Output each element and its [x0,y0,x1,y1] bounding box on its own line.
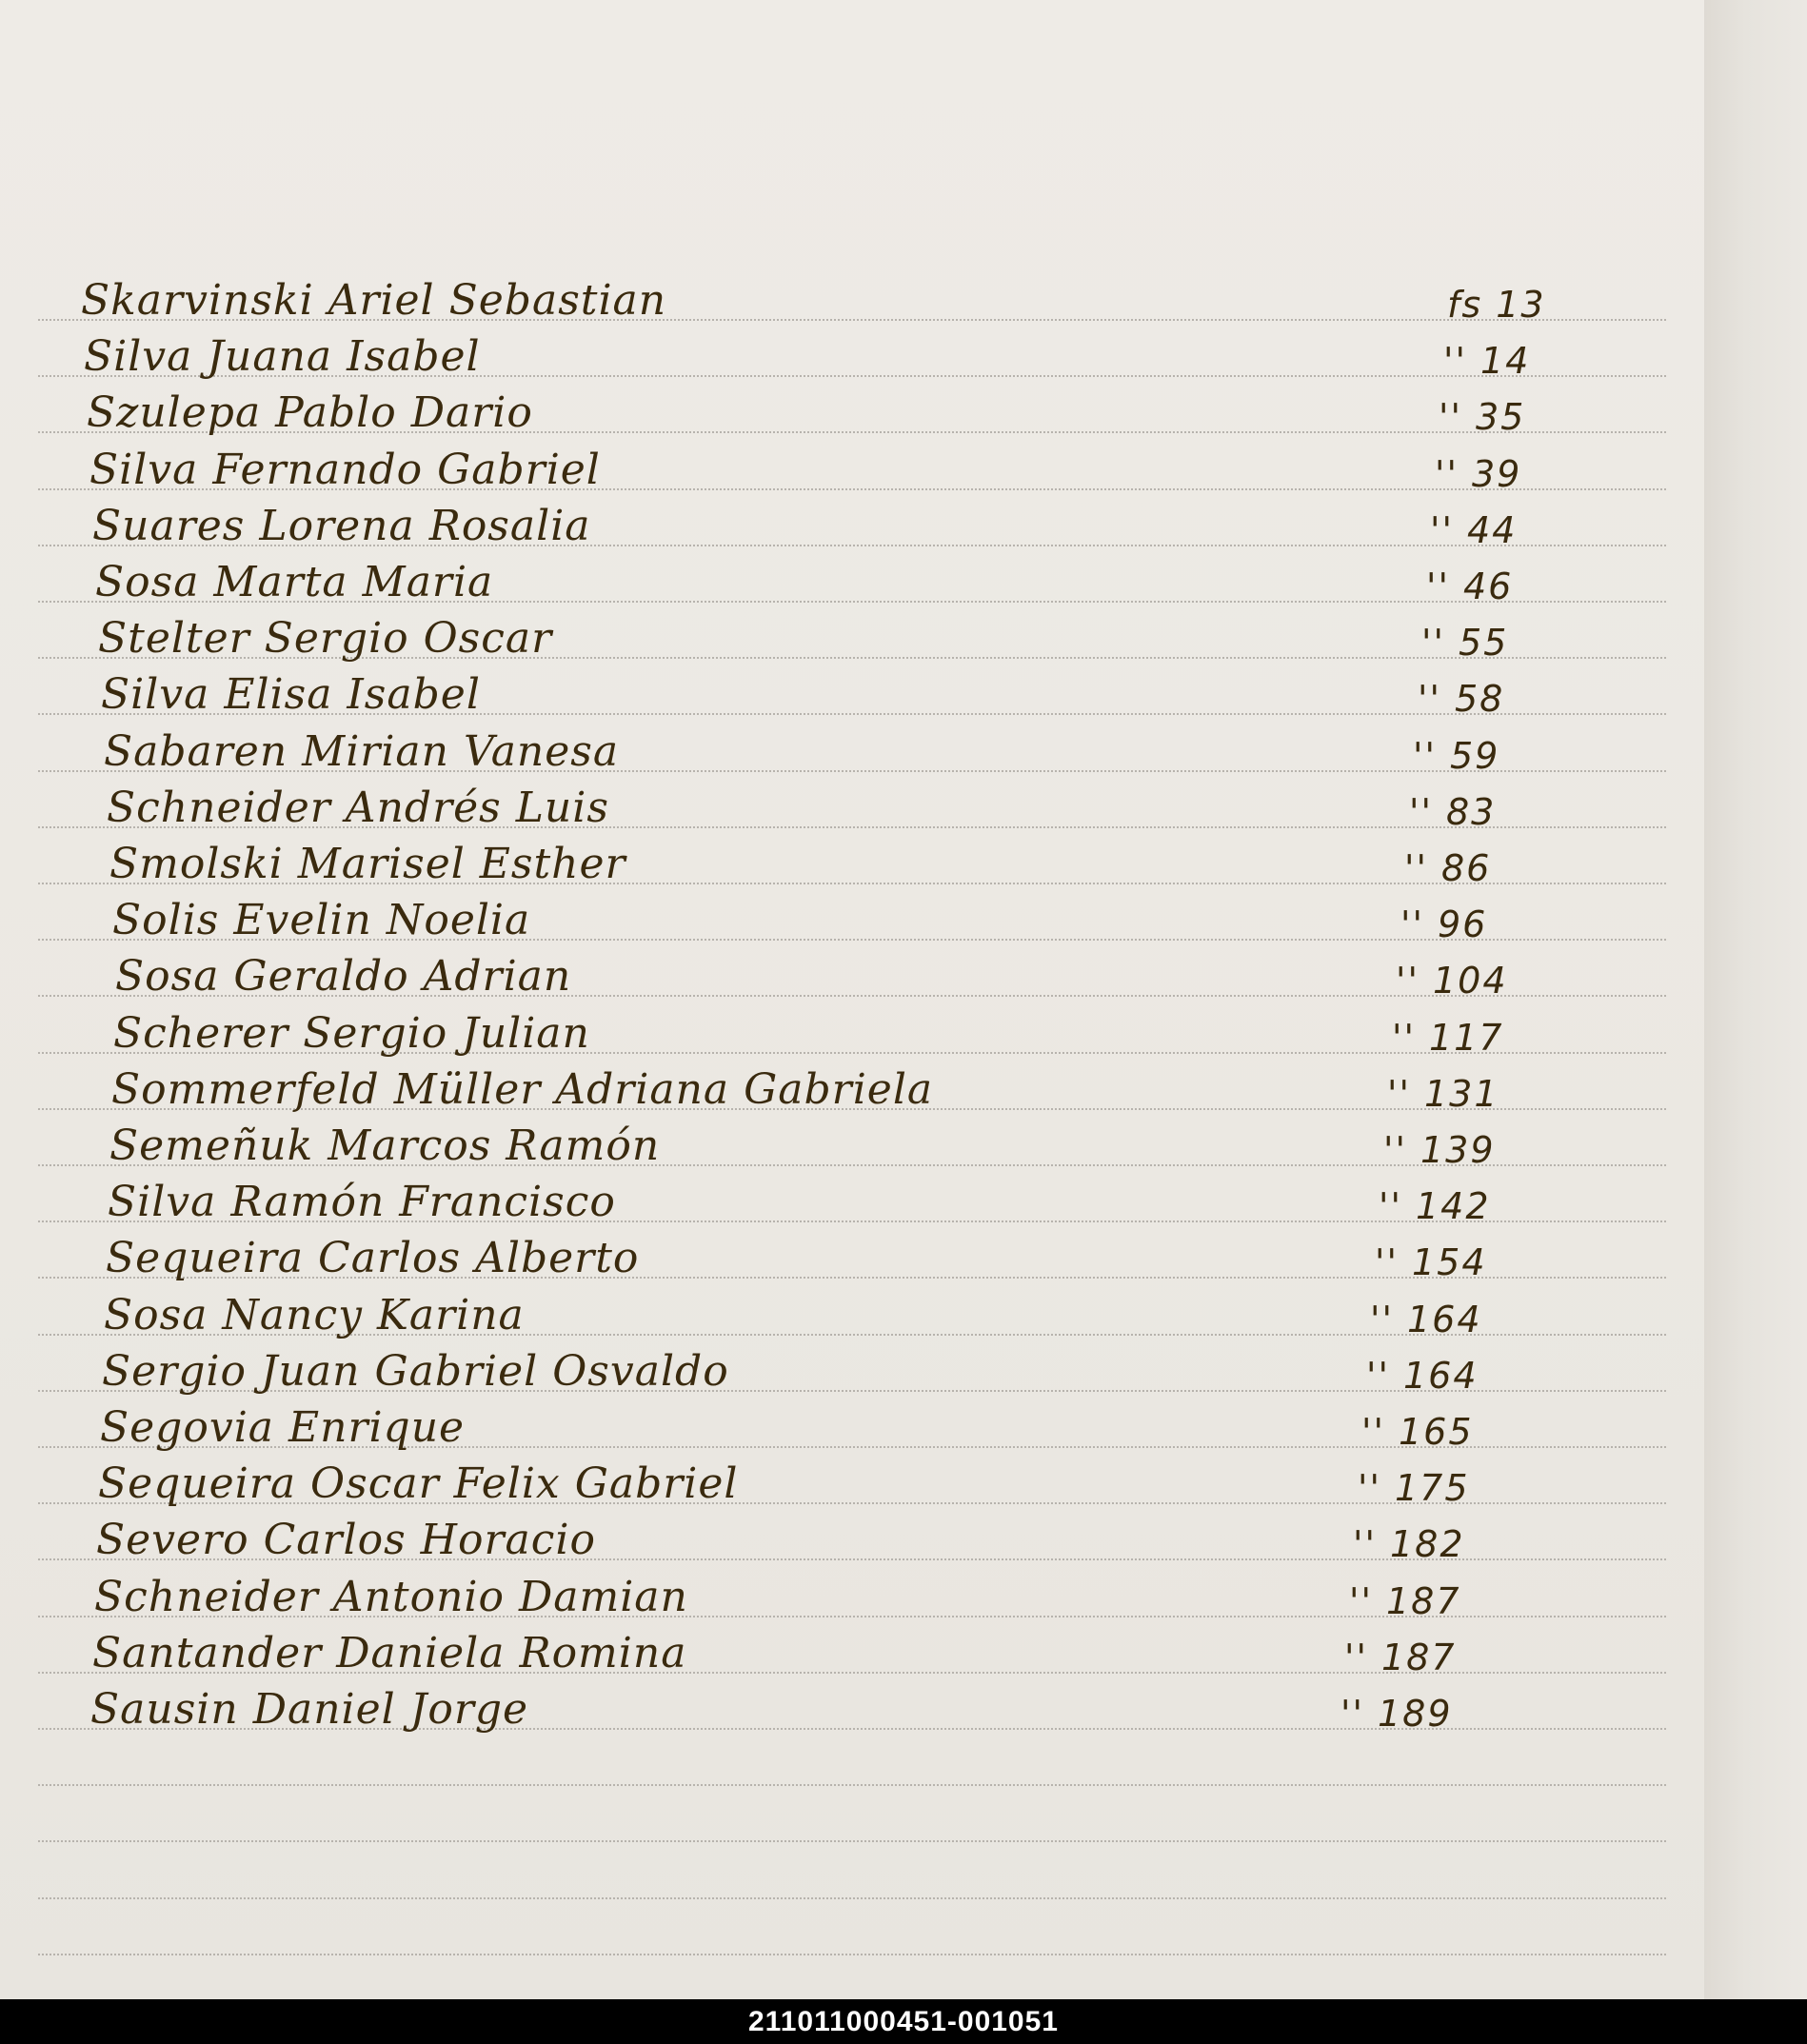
index-entry-name: Schneider Andrés Luis [107,784,609,832]
index-entry-name: Suares Lorena Rosalia [92,502,591,550]
index-entry-name: Sosa Nancy Karina [104,1291,525,1340]
index-entry-folio: '' 164 [1370,1299,1482,1340]
index-entry-name: Sergio Juan Gabriel Osvaldo [102,1347,729,1396]
index-entry-folio: '' 139 [1383,1129,1496,1171]
index-entry-name: Severo Carlos Horacio [96,1516,596,1564]
index-entry-name: Silva Juana Isabel [84,332,481,381]
index-entry-name: Schneider Antonio Damian [94,1573,688,1621]
ruled-line [38,1897,1666,1899]
index-entry-folio: '' 175 [1358,1467,1470,1509]
index-entry-folio: '' 182 [1353,1523,1465,1565]
index-entry-folio: '' 39 [1435,453,1522,495]
index-entry-folio: '' 117 [1392,1017,1504,1059]
ruled-line [38,1840,1666,1842]
index-entry-name: Silva Ramón Francisco [108,1178,616,1226]
index-entry-name: Sausin Daniel Jorge [90,1685,529,1734]
index-entry-folio: '' 59 [1413,735,1500,777]
index-entry-name: Silva Fernando Gabriel [89,446,601,494]
index-entry-name: Sosa Geraldo Adrian [115,952,572,1001]
index-entry-folio: fs 13 [1447,284,1546,326]
footer-bar [0,1999,1807,2044]
index-entry-folio: '' 154 [1375,1241,1487,1283]
index-entry-folio: '' 104 [1396,960,1508,1002]
index-entry-name: Smolski Marisel Esther [109,840,626,888]
page-edge [1704,0,1807,1999]
index-entry-folio: '' 86 [1404,847,1492,889]
index-entry-name: Szulepa Pablo Dario [87,388,533,437]
index-entry-name: Solis Evelin Noelia [112,896,531,944]
index-entry-name: Segovia Enrique [100,1403,466,1452]
index-entry-name: Santander Daniela Romina [92,1629,687,1677]
index-entry-folio: '' 58 [1418,678,1505,720]
index-entry-name: Sosa Marta Maria [95,558,494,606]
ruled-line [38,1784,1666,1786]
index-entry-name: Silva Elisa Isabel [101,670,481,719]
index-entry-name: Semeñuk Marcos Ramón [109,1121,661,1170]
index-entry-folio: '' 83 [1409,791,1497,833]
index-entry-name: Skarvinski Ariel Sebastian [81,276,667,325]
index-entry-name: Sommerfeld Müller Adriana Gabriela [111,1065,934,1114]
index-entry-name: Stelter Sergio Oscar [98,614,553,663]
index-entry-folio: '' 96 [1400,903,1488,945]
index-entry-folio: '' 187 [1349,1580,1461,1622]
index-entry-folio: '' 46 [1426,566,1514,607]
index-entry-folio: '' 142 [1379,1185,1491,1227]
index-entry-name: Sequeira Oscar Felix Gabriel [98,1459,739,1508]
index-entry-name: Sequeira Carlos Alberto [106,1234,640,1282]
image-id-label: 211011000451-001051 [747,2005,1059,2037]
index-entry-folio: '' 165 [1361,1411,1474,1453]
ruled-line [38,1954,1666,1955]
index-entry-folio: '' 164 [1366,1355,1479,1397]
index-entry-folio: '' 44 [1430,509,1518,551]
index-entry-folio: '' 187 [1344,1637,1457,1678]
index-entry-folio: '' 189 [1340,1693,1453,1735]
index-entry-folio: '' 14 [1443,340,1531,382]
index-entry-folio: '' 131 [1387,1073,1499,1115]
index-entry-folio: '' 55 [1421,622,1509,664]
index-entry-name: Scherer Sergio Julian [113,1009,590,1058]
index-entry-folio: '' 35 [1439,396,1526,438]
index-entry-name: Sabaren Mirian Vanesa [104,727,620,776]
